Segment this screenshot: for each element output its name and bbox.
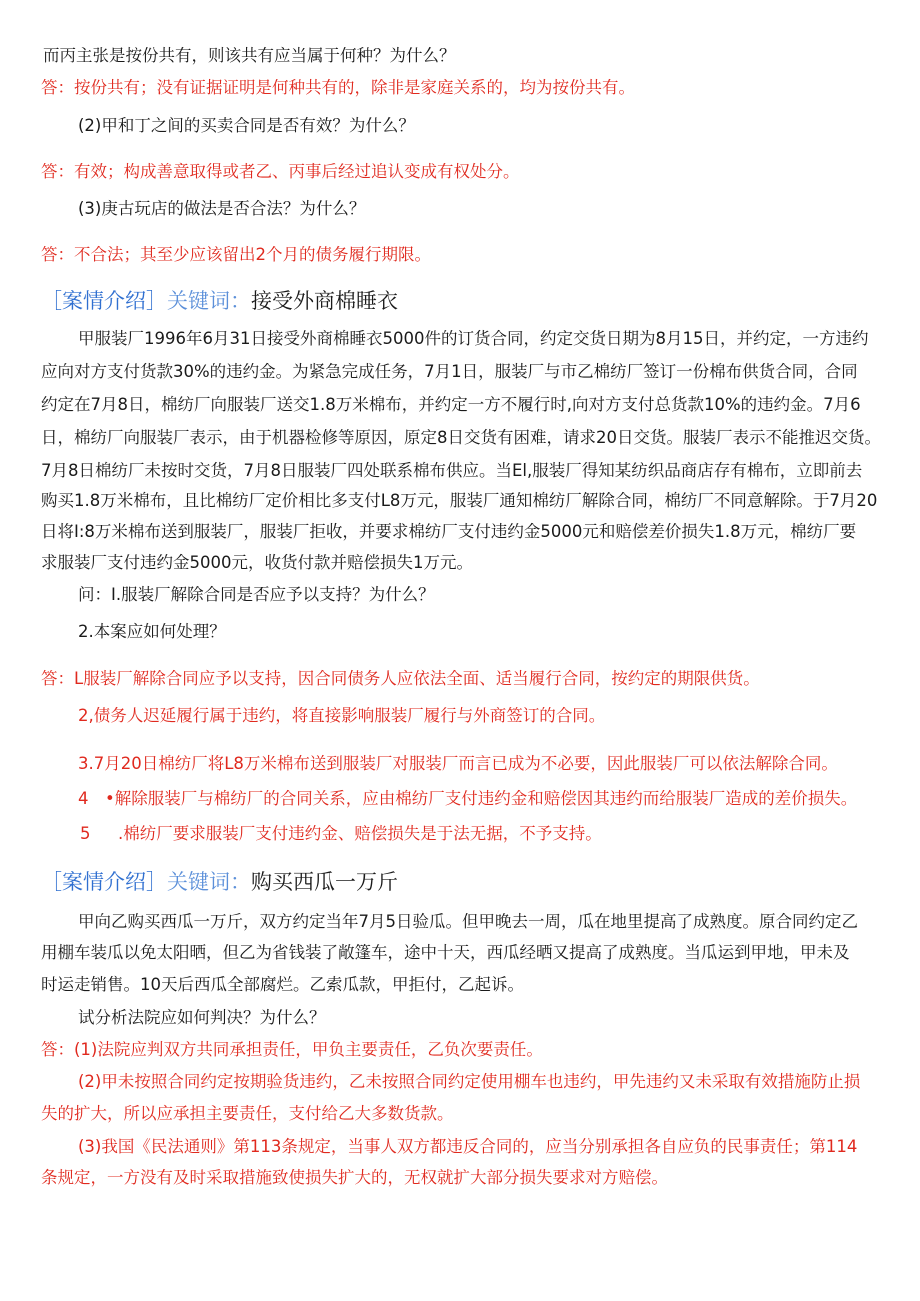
case3-question: 试分析法院应如何判决？为什么？ [78,1008,326,1027]
case3-para-line: 时运走销售。10天后西瓜全部腐烂。乙索瓜款，甲拒付，乙起诉。 [41,975,524,994]
case3-answer-line: (3)我国《民法通则》第113条规定，当事人双方都违反合同的，应当分别承担各自应负的民事责任；第114 [78,1137,858,1156]
case2-answer-line: 2,债务人迟延履行属于违约，将直接影响服装厂履行与外商签订的合同。 [78,706,606,725]
case2-para-line: 约定在7月8日，棉纺厂向服装厂送交1.8万米棉布，并约定一方不履行时,向对方支付总货款10%的违约金。7月6 [41,395,861,414]
case2-para-line: 日，棉纺厂向服装厂表示，由于机器检修等原因，原定8日交货有困难，请求20日交货。服装厂表示不能推迟交货。 [41,428,881,447]
case1-question-line: 而丙主张是按份共有，则该共有应当属于何种？为什么？ [43,46,456,65]
case1-answer-3: 答：不合法；其至少应该留出2个月的债务履行期限。 [41,245,431,264]
case2-para-line: 购买1.8万米棉布，且比棉纺厂定价相比多支付L8万元，服装厂通知棉纺厂解除合同，棉纺厂不同意解除。于7月20 [41,491,878,510]
case1-answer-1: 答：按份共有；没有证据证明是何种共有的，除非是家庭关系的，均为按份共有。 [41,78,635,97]
case3-answer-line: 答：(1)法院应判双方共同承担责任，甲负主要责任，乙负次要责任。 [41,1040,543,1059]
case2-answer-5 [80,822,920,846]
case3-para-line: 用棚车装瓜以免太阳晒，但乙为省钱装了敞篷车，途中十天，西瓜经晒又提高了成熟度。当瓜运到甲地，甲未及 [41,943,850,962]
case2-question-2: 2.本案应如何处理？ [78,622,226,641]
case2-keyword: 接受外商棉睡衣 [251,289,398,313]
case3-heading-close: ］ [146,870,167,894]
case2-keyword-label: 关键词： [167,289,251,313]
case3-keyword: 购买西瓜一万斤 [251,870,398,894]
case2-answer-5-text: .棉纺厂要求服装厂支付违约金、赔偿损失是于法无据，不予支持。 [118,824,602,843]
case1-question-2: (2)甲和丁之间的买卖合同是否有效？为什么？ [78,116,415,135]
case1-question-3: (3)庚古玩店的做法是否合法？为什么？ [78,199,366,218]
case2-heading-label: 案情介绍 [62,289,146,313]
case2-heading-close: ］ [146,289,167,313]
case2-answer-line: 3.7月20日棉纺厂将L8万米棉布送到服装厂对服装厂而言已成为不必要，因此服装厂可以依法解除合同。 [78,754,838,773]
case2-para-line: 甲服装厂1996年6月31日接受外商棉睡衣5000件的订货合同，约定交货日期为8月15日，并约定，一方违约 [78,329,869,348]
case2-para-line: 日将I:8万米棉布送到服装厂，服装厂拒收，并要求棉纺厂支付违约金5000元和赔偿差价损失1.8万元，棉纺厂要 [41,522,857,541]
case2-para-line: 应向对方支付货款30%的违约金。为紧急完成任务，7月1日，服装厂与市乙棉纺厂签订一份棉布供货合同，合同 [41,362,858,381]
case3-heading-open: ［ [41,870,62,894]
case3-answer-line: (2)甲未按照合同约定按期验货违约，乙未按照合同约定使用棚车也违约，甲先违约又未采取有效措施防止损 [78,1072,861,1091]
case2-para-line: 7月8日棉纺厂未按时交货，7月8日服装厂四处联系棉布供应。当El,服装厂得知某纺织品商店存有棉布，立即前去 [41,461,863,480]
case2-para-line: 求服装厂支付违约金5000元，收货付款并赔偿损失1万元。 [41,553,473,572]
case3-answer-line: 条规定，一方没有及时采取措施致使损失扩大的，无权就扩大部分损失要求对方赔偿。 [41,1168,668,1187]
case2-question-1: 问：I.服装厂解除合同是否应予以支持？为什么？ [78,585,435,604]
case2-heading-open: ［ [41,289,62,313]
case3-keyword-label: 关键词： [167,870,251,894]
case3-heading [41,868,920,896]
case3-para-line: 甲向乙购买西瓜一万斤，双方约定当年7月5日验瓜。但甲晚去一周，瓜在地里提高了成熟度。原合同约定乙 [78,912,858,931]
case2-answer-5-number: 5 [80,824,91,843]
case2-answer-line: 4 •解除服装厂与棉纺厂的合同关系，应由棉纺厂支付违约金和赔偿因其违约而给服装厂造成的差价损失。 [78,789,858,808]
case3-heading-label: 案情介绍 [62,870,146,894]
case3-answer-line: 失的扩大，所以应承担主要责任，支付给乙大多数货款。 [41,1104,454,1123]
case2-heading [41,287,920,315]
case1-answer-2: 答：有效；构成善意取得或者乙、丙事后经过追认变成有权处分。 [41,162,520,181]
case2-answer-line: 答：L服装厂解除合同应予以支持，因合同债务人应依法全面、适当履行合同，按约定的期限供货。 [41,669,760,688]
